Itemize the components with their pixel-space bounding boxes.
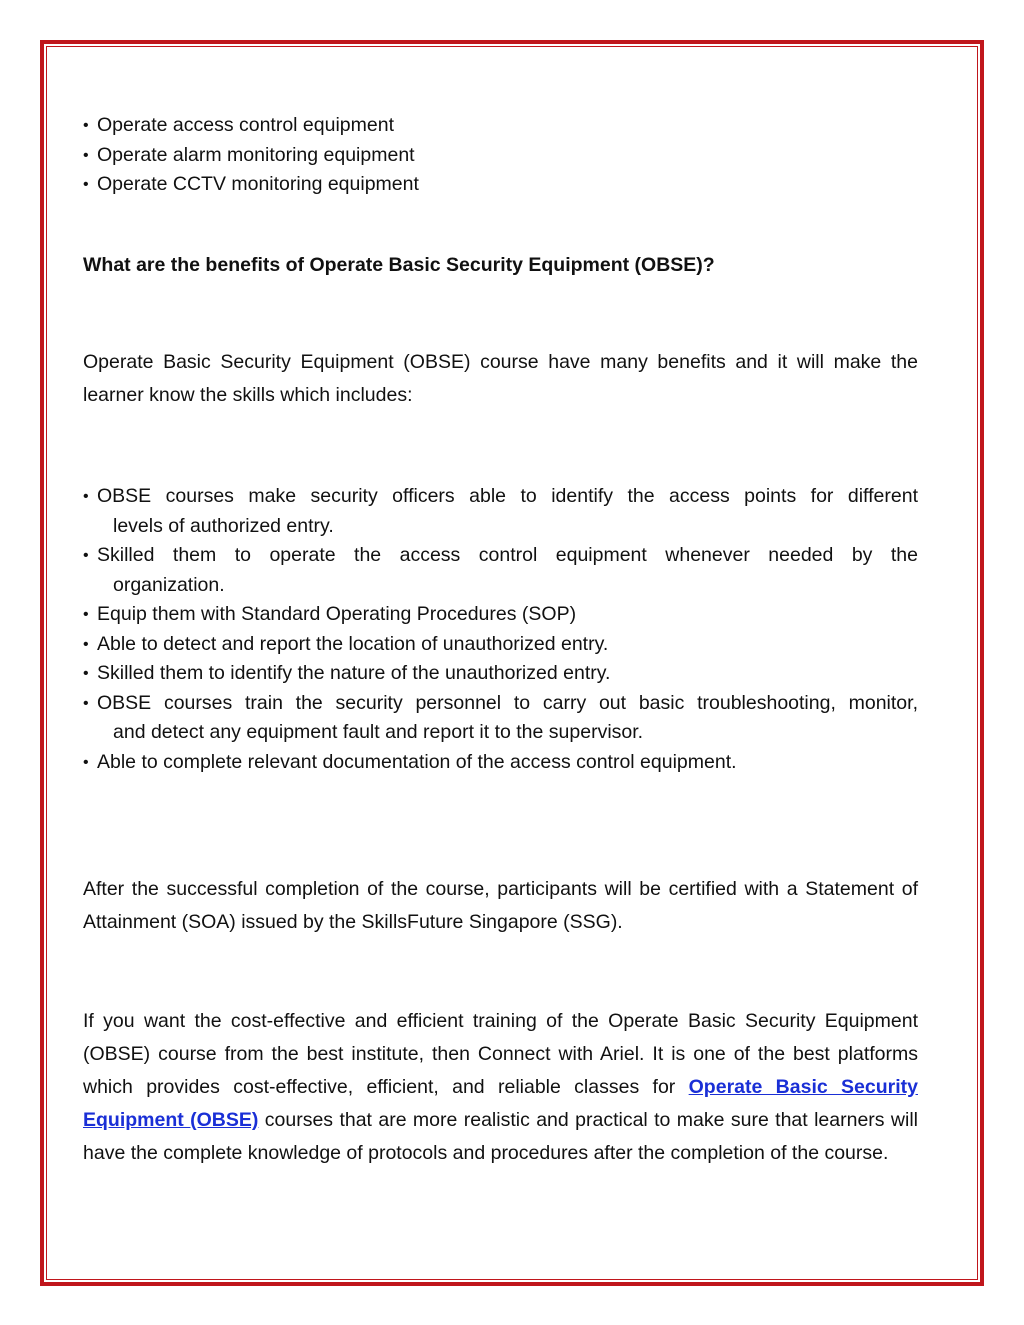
closing-paragraph: If you want the cost-effective and efficient training of the Operate Basic Security Equipment (OBSE) course from the best institute, then Connect with Ariel. It is one of the best platforms which provides cost-effective, efficient, and reliable classes for Operate Basic Security Equipment (OBSE) courses that are more realistic and practical to make sure that learners will have the complete knowledge of protocols and procedures after the completion of the course. xyxy=(83,1010,918,1164)
list-item: • Equip them with Standard Operating Procedures (SOP) xyxy=(83,600,918,630)
bullet-icon: • xyxy=(83,606,89,623)
list-item: • Able to detect and report the location of unauthorized entry. xyxy=(83,630,918,660)
bullet-icon: • xyxy=(83,635,89,653)
bullet-icon: • xyxy=(83,694,89,712)
bullet-icon: • xyxy=(83,547,89,564)
list-item: • OBSE courses train the security personnel to carry out basic troubleshooting, monitor, and detect any equipment fault and report it to the supervisor. xyxy=(83,689,918,748)
list-item: • Skilled them to operate the access control equipment whenever needed by the organization. xyxy=(83,541,918,600)
list-item: • Able to complete relevant documentation of the access control equipment. xyxy=(83,748,918,778)
obse-course-link[interactable]: Operate Basic Security Equipment (OBSE) xyxy=(83,1076,918,1131)
equipment-list xyxy=(83,111,918,200)
section-heading: What are the benefits of Operate Basic Security Equipment (OBSE)? xyxy=(83,254,715,276)
bullet-icon: • xyxy=(83,176,89,193)
intro-paragraph: Operate Basic Security Equipment (OBSE) course have many benefits and it will make the learner know the skills which includes: xyxy=(83,351,918,406)
list-item: • Skilled them to identify the nature of the unauthorized entry. xyxy=(83,659,918,689)
bullet-icon: • xyxy=(83,117,89,134)
bullet-icon: • xyxy=(83,146,89,164)
list-item: • Operate access control equipment xyxy=(83,111,918,141)
list-item: • Operate alarm monitoring equipment xyxy=(83,141,918,171)
benefits-list xyxy=(83,482,918,777)
bullet-icon: • xyxy=(83,753,89,771)
bullet-icon: • xyxy=(83,665,89,682)
list-item: • OBSE courses make security officers able to identify the access points for different levels of authorized entry. xyxy=(83,482,918,541)
bullet-icon: • xyxy=(83,488,89,505)
certification-paragraph: After the successful completion of the course, participants will be certified with a Statement of Attainment (SOA) issued by the SkillsFuture Singapore (SSG). xyxy=(83,878,918,933)
list-item: • Operate CCTV monitoring equipment xyxy=(83,170,918,200)
